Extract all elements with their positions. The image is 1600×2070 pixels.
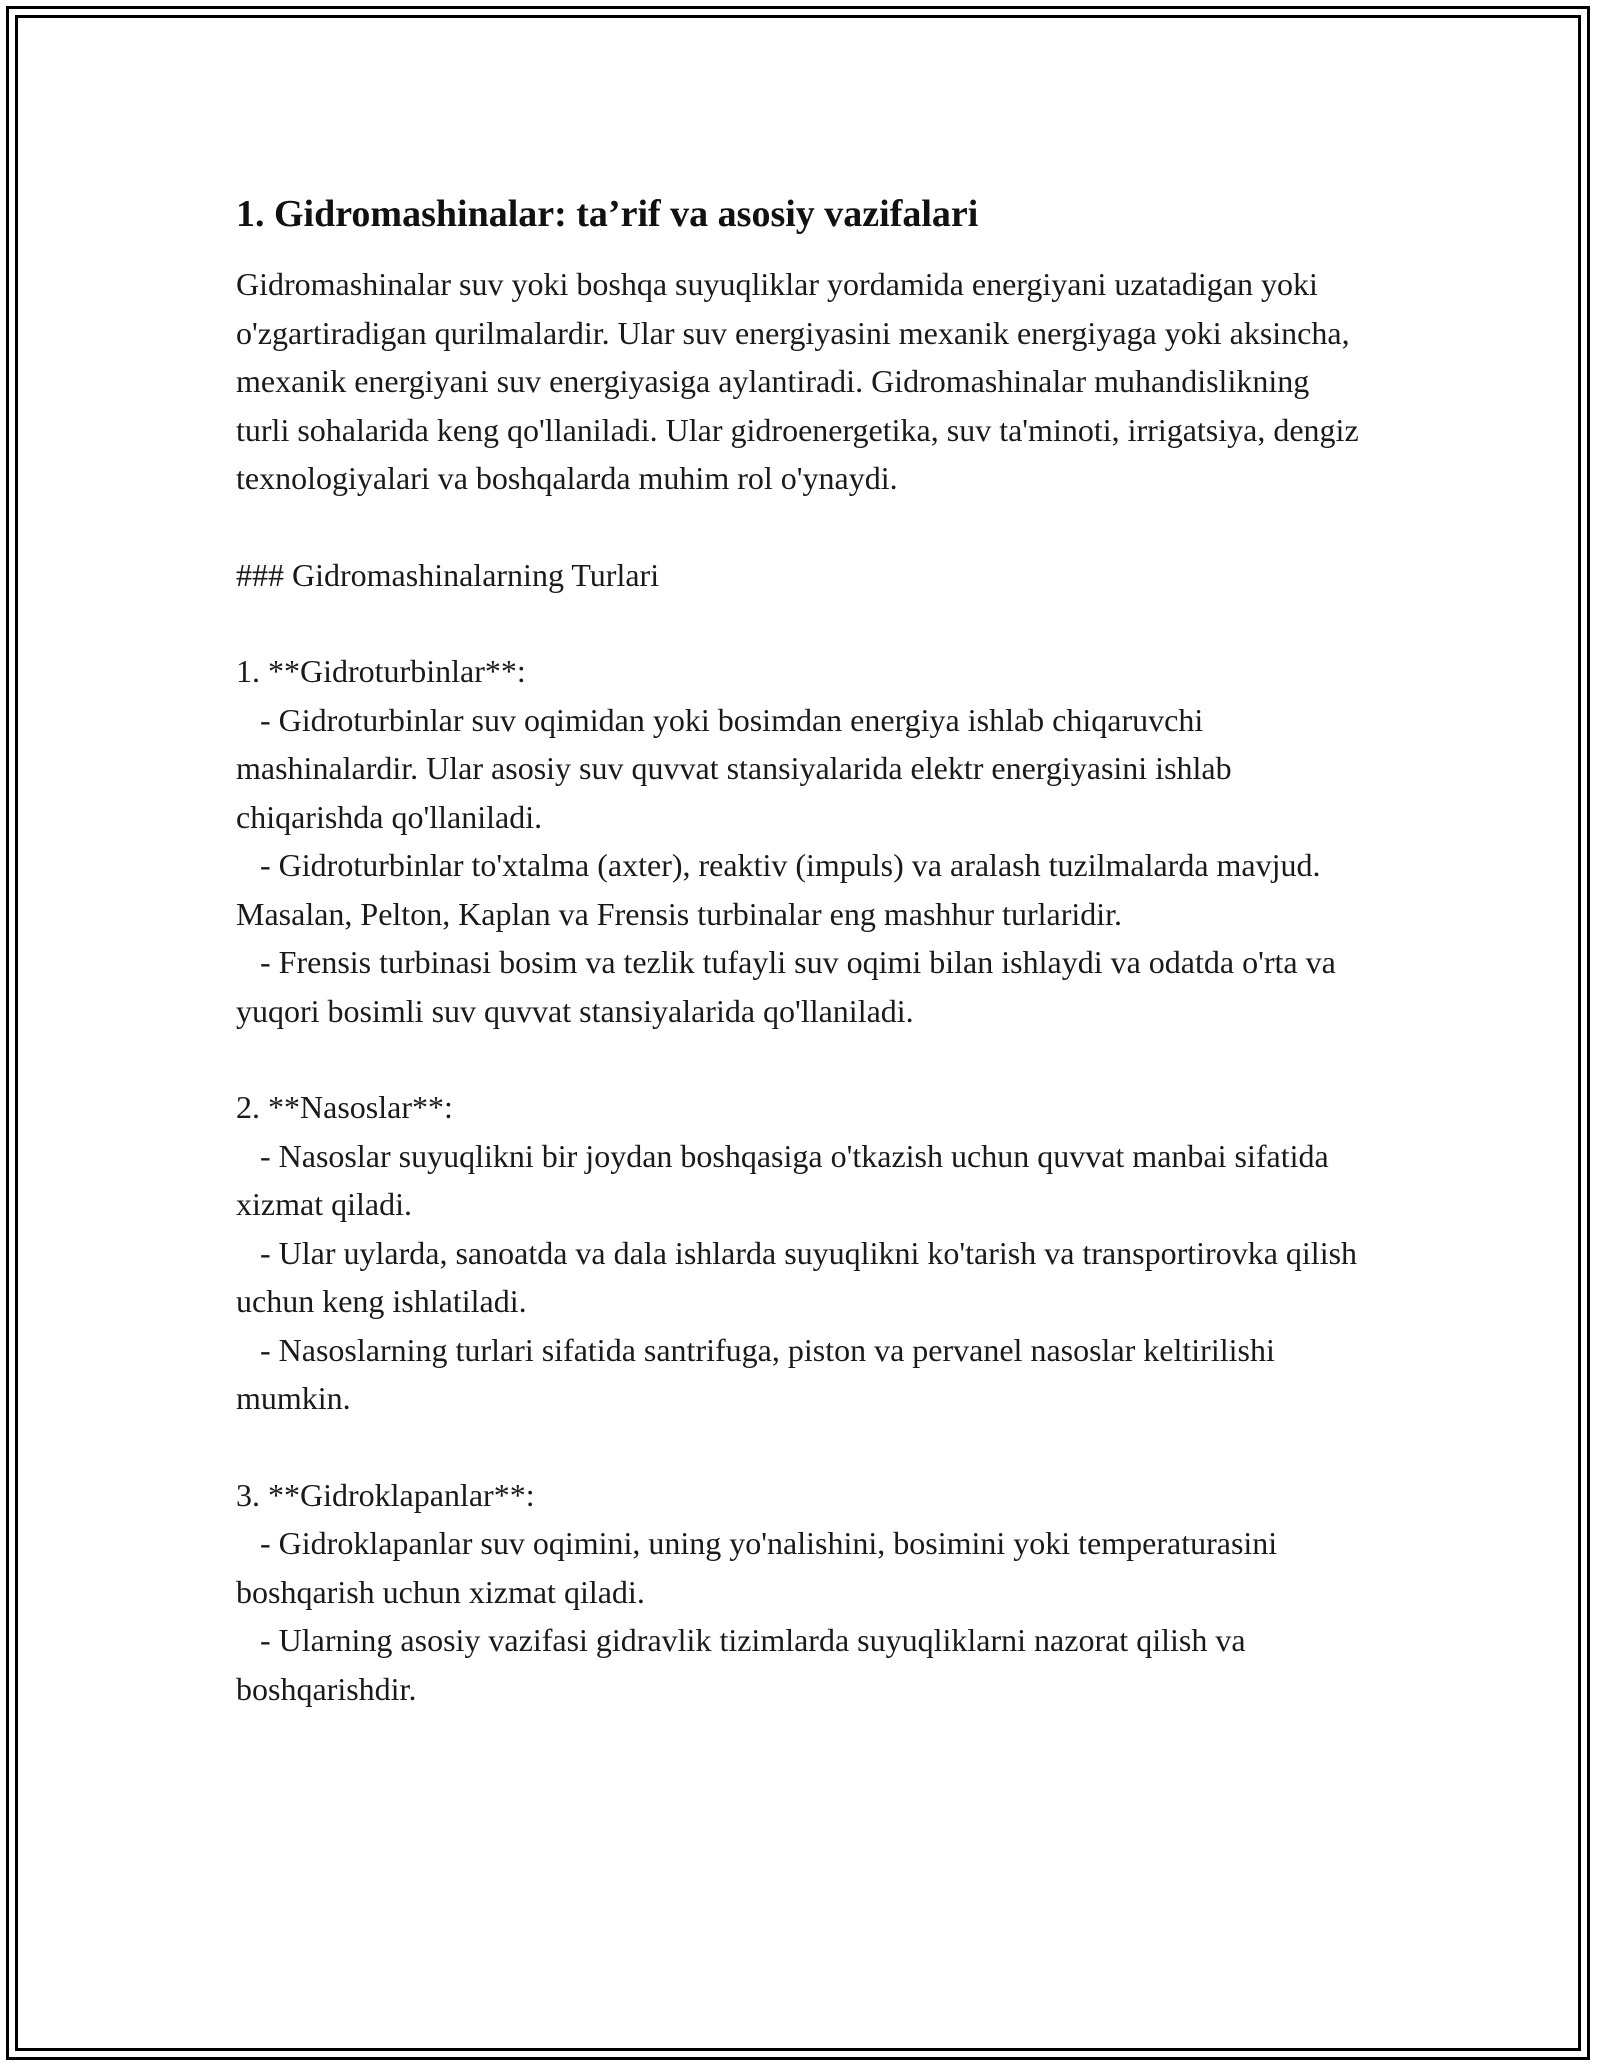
section-nasoslar [236,1083,1396,1423]
document-body [236,190,1396,1713]
section-heading: 3. **Gidroklapanlar**: [236,1476,535,1513]
list-item: - Ularning asosiy vazifasi gidravlik tizimlarda suyuqliklarni nazorat qilish va boshqarishdir. [236,1622,1246,1707]
list-item: - Ular uylarda, sanoatda va dala ishlarda suyuqlikni ko'tarish va transportirovka qilish uchun keng ishlatiladi. [236,1234,1358,1319]
list-item: - Nasoslar suyuqlikni bir joydan boshqasiga o'tkazish uchun quvvat manbai sifatida xizmat qiladi. [236,1137,1329,1222]
section-heading: 1. **Gidroturbinlar**: [236,653,526,689]
list-item: - Gidroturbinlar suv oqimidan yoki bosimdan energiya ishlab chiqaruvchi mashinalardir. Ular asosiy suv quvvat stansiyalarida elektr energiyasini ishlab chiqarishda qo'llaniladi. [236,701,1232,835]
list-item: - Nasoslarning turlari sifatida santrifuga, piston va pervanel nasoslar keltirilishi mumkin. [236,1331,1275,1416]
document-title: 1. Gidromashinalar: ta’rif va asosiy vazifalari [236,193,979,235]
list-item: - Gidroturbinlar to'xtalma (axter), reaktiv (impuls) va aralash tuzilmalarda mavjud. Masalan, Pelton, Kaplan va Frensis turbinalar eng mashhur turlaridir. [236,847,1321,932]
list-item: - Gidroklapanlar suv oqimini, uning yo'nalishini, bosimini yoki temperaturasini boshqarish uchun xizmat qiladi. [236,1525,1278,1610]
section-gidroklapanlar [236,1471,1396,1714]
intro-paragraph: Gidromashinalar suv yoki boshqa suyuqliklar yordamida energiyani uzatadigan yoki o'zgartiradigan qurilmalardir. Ular suv energiyasini mexanik energiyaga yoki aksincha, mexanik energiyani suv energiyasiga aylantiradi. Gidromashinalar muhandislikning turli sohalarida keng qo'llaniladi. Ular gidroenergetika, suv ta'minoti, irrigatsiya, dengiz texnologiyalari va boshqalarda muhim rol o'ynaydi. [236,266,1359,496]
section-heading: 2. **Nasoslar**: [236,1089,453,1125]
section-gidroturbinlar [236,647,1396,1035]
list-item: - Frensis turbinasi bosim va tezlik tufayli suv oqimi bilan ishlaydi va odatda o'rta va yuqori bosimli suv quvvat stansiyalarida qo'llaniladi. [236,944,1336,1029]
types-heading: ### Gidromashinalarning Turlari [236,556,660,593]
